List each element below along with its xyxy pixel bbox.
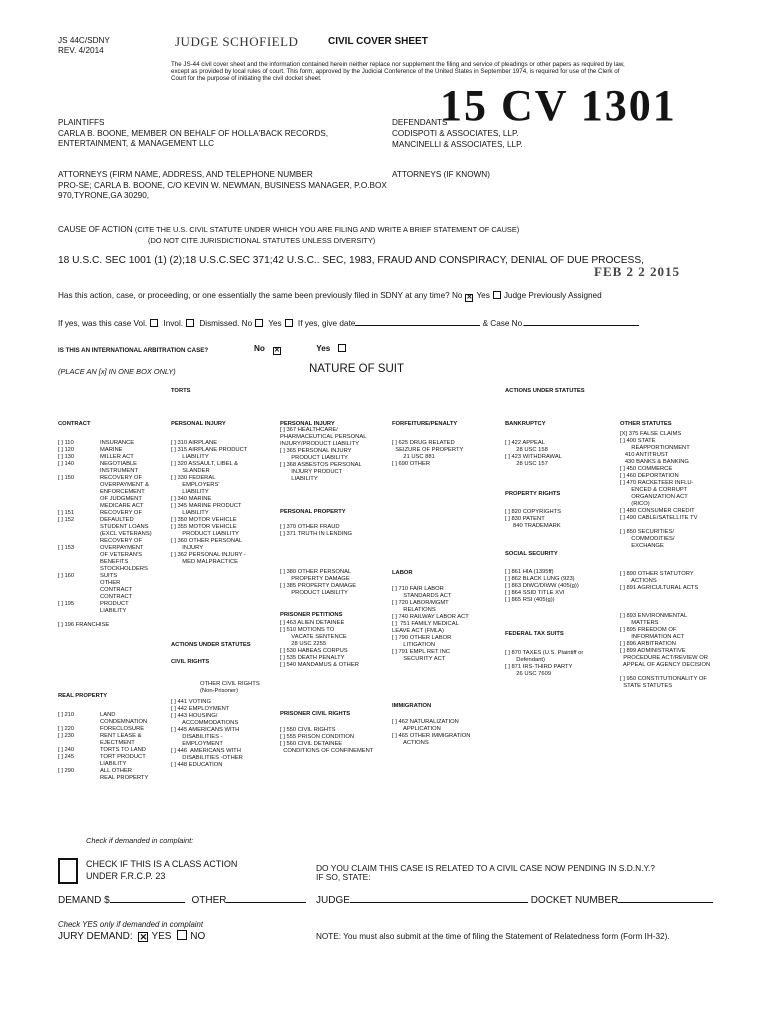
- docket-number-field[interactable]: [618, 902, 713, 903]
- jury-yes-checkbox[interactable]: ✕: [139, 932, 148, 942]
- judge-stamp: JUDGE SCHOFIELD: [175, 34, 299, 49]
- arbitration-no-label: No: [254, 344, 265, 353]
- prev-no-checkbox[interactable]: ✕: [466, 294, 473, 301]
- dismissed-yes-label: Yes: [268, 319, 282, 328]
- case-number-stamp: 15 CV 1301: [440, 81, 677, 130]
- jury-yes-label: YES: [151, 931, 172, 942]
- dismissed-label: Dismissed.: [199, 319, 240, 328]
- if-yes-date-label: If yes, give date: [297, 319, 356, 328]
- prev-no-label: No: [451, 291, 463, 300]
- other-statutes-heading: OTHER STATUTES: [620, 421, 672, 427]
- nature-of-suit-heading: NATURE OF SUIT: [309, 363, 404, 375]
- related-case-state: IF SO, STATE:: [316, 872, 371, 882]
- personal-injury-list: [ ] 310 AIRPLANE [ ] 315 AIRPLANE PRODUCT LIABILITY [ ] 320 ASSAULT, LIBEL & SLANDER [ ] 330 FEDERAL EMPLOYERS' LIABILITY [ ] 340 MARINE [ ] 345 MARINE PRODUCT LIABILITY [ ] 350 MOTOR VEHICLE [ ] 355 MOTOR VEHICLE PRODUCT LIABILITY [ ] 360 OTHER PERSONAL INJURY [ ] 362 PERSONAL INJURY - MED MALPRACTICE: [171, 440, 248, 565]
- judge-previously-assigned-label: Judge Previously Assigned: [503, 291, 602, 300]
- vol-label: Vol.: [133, 319, 148, 328]
- check-yes-note: Check YES only if demanded in complaint: [58, 920, 204, 929]
- dismissed-no-label: No: [241, 319, 253, 328]
- jury-no-label: NO: [190, 931, 206, 942]
- cause-instruction: (CITE THE U.S. CIVIL STATUTE UNDER WHICH YOU ARE FILING AND WRITE A BRIEF STATEMENT OF CAUSE): [134, 225, 520, 234]
- labor-list: [ ] 710 FAIR LABOR STANDARDS ACT [ ] 720 LABOR/MGMT RELATIONS [ ] 740 RAILWAY LABOR ACT [ ] 751 FAMILY MEDICAL LEAVE ACT (FMLA) [ ] 790 OTHER LABOR LITIGATION [ ] 791 EMPL RET INC SECURITY ACT: [392, 586, 469, 662]
- property-rights-list: [ ] 820 COPYRIGHTS [ ] 830 PATENT 840 TRADEMARK: [505, 509, 562, 529]
- arbitration-question: IS THIS AN INTERNATIONAL ARBITRATION CASE?: [58, 347, 209, 354]
- real-property-names: LAND CONDEMNATION FORECLOSURE RENT LEASE & EJECTMENT TORTS TO LAND TORT PRODUCT LIABILITY ALL OTHER REAL PROPERTY: [100, 712, 149, 781]
- vol-checkbox[interactable]: [150, 319, 158, 327]
- form-id: JS 44C/SDNY: [58, 36, 110, 45]
- attorneys-value: PRO-SE; CARLA B. BOONE, C/O KEVIN W. NEWMAN, BUSINESS MANAGER, P.O.BOX 970,TYRONE,GA 30290,: [58, 181, 387, 200]
- demand-amount-field[interactable]: [110, 902, 185, 903]
- personal-injury-heading-2: PERSONAL INJURY: [280, 421, 335, 427]
- date-field[interactable]: [355, 325, 480, 326]
- judge-label: JUDGE: [316, 895, 350, 906]
- bankruptcy-list: [ ] 422 APPEAL 28 USC 158 [ ] 423 WITHDRAWAL 28 USC 157: [505, 440, 562, 467]
- plaintiffs-value: CARLA B. BOONE, MEMBER ON BEHALF OF HOLLA'BACK RECORDS, ENTERTAINMENT, & MANAGEMENT LLC: [58, 129, 328, 148]
- prisoner-petitions-heading: PRISONER PETITIONS: [280, 612, 343, 618]
- real-property-heading: REAL PROPERTY: [58, 693, 108, 699]
- personal-injury-heading: PERSONAL INJURY: [171, 421, 226, 427]
- prev-yes-checkbox[interactable]: [493, 291, 501, 299]
- personal-injury-list-2: [ ] 367 HEALTHCARE/ PHARMACEUTICAL PERSONAL INJURY/PRODUCT LIABILITY [ ] 365 PERSONAL INJURY PRODUCT LIABILITY [ ] 368 ASBESTOS PERSONAL INJURY PRODUCT LIABILITY: [280, 427, 367, 482]
- cause-statement: 18 U.S.C. SEC 1001 (1) (2);18 U.S.C.SEC 371;42 U.S.C.. SEC, 1983, FRAUD AND CONSPIRACY, DENIAL OF DUE PROCESS,: [58, 255, 644, 266]
- forfeiture-list: [ ] 625 DRUG RELATED SEIZURE OF PROPERTY 21 USC 881 [ ] 690 OTHER: [392, 440, 464, 467]
- actions-under-statutes-heading: ACTIONS UNDER STATUTES: [505, 388, 585, 394]
- other-statutes-list: [X] 375 FALSE CLAIMS [ ] 400 STATE REAPPORTIONMENT 410 ANTITRUST 430 BANKS & BANKING [ ] 450 COMMERCE [ ] 460 DEPORTATION [ ] 470 RACKETEER INFLU- ENCED & CORRUPT ORGANIZATION ACT (RICO) [ ] 480 CONSUMER CREDIT [ ] 490 CABLE/SATELLITE TV [ ] 850 SECURITIES/ COMMODITIES/ EXCHANGE [ ] 890 OTHER STATUTORY ACTIONS [ ] 891 AGRICULTURAL ACTS [ ] 893 ENVIRONMENTAL MATTERS [ ] 895 FREEDOM OF INFORMATION ACT [ ] 896 ARBITRATION [ ] 899 ADMINISTRATIVE PROCEDURE ACT/REVIEW OR APPEAL OF AGENCY DECISION [ ] 950 CONSTITUTIONALITY OF STATE STATUTES: [620, 431, 711, 689]
- invol-checkbox[interactable]: [186, 319, 194, 327]
- prev-yes-label: Yes: [476, 291, 490, 300]
- demand-label: DEMAND $: [58, 895, 110, 906]
- property-rights-heading: PROPERTY RIGHTS: [505, 491, 561, 497]
- cause-label: CAUSE OF ACTION: [58, 225, 133, 234]
- judge-field[interactable]: [350, 902, 528, 903]
- contract-heading: CONTRACT: [58, 421, 91, 427]
- immigration-heading: IMMIGRATION: [392, 703, 432, 709]
- labor-heading: LABOR: [392, 570, 413, 576]
- personal-property-list: [ ] 370 OTHER FRAUD [ ] 371 TRUTH IN LENDING: [280, 524, 353, 537]
- contract-names: INSURANCE MARINE MILLER ACT NEGOTIABLE INSTRUMENT RECOVERY OF OVERPAYMENT & ENFORCEMENT OF JUDGMENT MEDICARE ACT RECOVERY OF DEFAULTED STUDENT LOANS (EXCL VETERANS) RECOVERY OF OVERPAYMENT OF VETERAN'S BENEFITS STOCKHOLDERS SUITS OTHER CONTRACT CONTRACT PRODUCT LIABILITY: [100, 440, 152, 614]
- actions-under-statutes-heading-2: ACTIONS UNDER STATUTES: [171, 642, 251, 648]
- federal-tax-heading: FEDERAL TAX SUITS: [505, 631, 564, 637]
- jury-no-checkbox[interactable]: [177, 930, 187, 940]
- class-action-rule: UNDER F.R.C.P. 23: [86, 871, 166, 881]
- plaintiffs-label: PLAINTIFFS: [58, 118, 105, 127]
- other-label: OTHER: [191, 895, 227, 906]
- previously-filed-question: Has this action, case, or proceeding, or one essentially the same been previously filed in SDNY at any time?: [58, 291, 450, 300]
- personal-property-heading: PERSONAL PROPERTY: [280, 509, 346, 515]
- personal-property-list-2: [ ] 380 OTHER PERSONAL PROPERTY DAMAGE [ ] 385 PROPERTY DAMAGE PRODUCT LIABILITY: [280, 569, 357, 596]
- if-yes-label: If yes, was this case: [58, 319, 132, 328]
- jury-demand-label: JURY DEMAND:: [58, 931, 133, 942]
- attorneys-label: ATTORNEYS (FIRM NAME, ADDRESS, AND TELEPHONE NUMBER: [58, 170, 313, 179]
- federal-tax-list: [ ] 870 TAXES (U.S. Plaintiff or Defendant) [ ] 871 IRS-THIRD PARTY 26 USC 7609: [505, 650, 584, 677]
- social-security-heading: SOCIAL SECURITY: [505, 551, 558, 557]
- arbitration-yes-label: Yes: [316, 344, 331, 353]
- statement-of-relatedness-note: NOTE: You must also submit at the time of filing the Statement of Relatedness form (Form IH-32).: [316, 932, 670, 941]
- bankruptcy-heading: BANKRUPTCY: [505, 421, 546, 427]
- defendant-2: MANCINELLI & ASSOCIATES, LLP.: [392, 140, 523, 149]
- prisoner-petitions-list: [ ] 463 ALIEN DETAINEE [ ] 510 MOTIONS TO VACATE SENTENCE 28 USC 2255 [ ] 530 HABEAS CORPUS [ ] 535 DEATH PENALTY [ ] 540 MANDAMUS & OTHER: [280, 620, 359, 668]
- contract-codes: [ ] 110 [ ] 120 [ ] 130 [ ] 140 [ ] 150 [ ] 151 [ ] 152 [ ] 153 [ ] 160 [ ] 195 [ ] 196 FRANCHISE: [58, 440, 110, 628]
- cause-instruction-2: (DO NOT CITE JURISDICTIONAL STATUTES UNLESS DIVERSITY): [148, 236, 376, 245]
- dismissed-yes-checkbox[interactable]: [285, 319, 293, 327]
- arbitration-no-checkbox[interactable]: ✕: [273, 347, 280, 354]
- case-no-field[interactable]: [524, 325, 639, 326]
- other-civil-rights-label: OTHER CIVIL RIGHTS (Non-Prisoner): [200, 681, 260, 694]
- arbitration-yes-checkbox[interactable]: [338, 344, 346, 352]
- torts-heading: TORTS: [171, 388, 191, 394]
- related-case-question: DO YOU CLAIM THIS CASE IS RELATED TO A CIVIL CASE NOW PENDING IN S.D.N.Y.?: [316, 863, 655, 873]
- other-field[interactable]: [226, 902, 306, 903]
- check-demanded-note: Check if demanded in complaint:: [86, 836, 194, 845]
- class-action-checkbox[interactable]: [58, 858, 78, 884]
- civil-rights-list: [ ] 441 VOTING [ ] 442 EMPLOYMENT [ ] 443 HOUSING/ ACCOMMODATIONS [ ] 445 AMERICANS WITH DISABILITIES - EMPLOYMENT [ ] 446 AMERICANS WITH DISABILITIES -OTHER [ ] 448 EDUCATION: [171, 699, 243, 768]
- civil-rights-heading: CIVIL RIGHTS: [171, 659, 210, 665]
- form-revision: REV. 4/2014: [58, 46, 104, 55]
- docket-number-label: DOCKET NUMBER: [530, 895, 619, 906]
- social-security-list: [ ] 861 HIA (1395ff) [ ] 862 BLACK LUNG (923) [ ] 863 DIWC/DIWW (405(g)) [ ] 864 SSID TITLE XVI [ ] 865 RSI (405(g)): [505, 569, 579, 603]
- class-action-label: CHECK IF THIS IS A CLASS ACTION: [86, 859, 238, 869]
- intro-text: The JS-44 civil cover sheet and the information contained herein neither replace nor supplement the filing and service of pleadings or other papers as required by law, except as provided by local rules of court. This form, approved by the Judicial Conference of the United States in September 1974, is required for use of the Clerk of Court for the purpose of initiating the civil docket sheet.: [171, 61, 625, 83]
- prisoner-civil-rights-heading: PRISONER CIVIL RIGHTS: [280, 711, 351, 717]
- immigration-list: [ ] 462 NATURALIZATION APPLICATION [ ] 465 OTHER IMMIGRATION ACTIONS: [392, 719, 471, 746]
- dismissed-no-checkbox[interactable]: [255, 319, 263, 327]
- place-x-instruction: (PLACE AN [x] IN ONE BOX ONLY): [58, 367, 176, 376]
- form-title: CIVIL COVER SHEET: [328, 36, 428, 47]
- defendants-label: DEFENDANTS: [392, 118, 448, 127]
- case-no-label: & Case No.: [482, 319, 525, 328]
- invol-label: Invol.: [163, 319, 184, 328]
- prisoner-civil-rights-list: [ ] 550 CIVIL RIGHTS [ ] 555 PRISON CONDITION [ ] 560 CIVIL DETAINEE CONDITIONS OF CONFINEMENT: [280, 727, 374, 754]
- defendant-1: CODISPOTI & ASSOCIATES, LLP.: [392, 129, 519, 138]
- real-property-codes: [ ] 210 [ ] 220 [ ] 230 [ ] 240 [ ] 245 [ ] 290: [58, 712, 75, 774]
- date-stamp: FEB 2 2 2015: [594, 264, 681, 279]
- defendant-attorneys-label: ATTORNEYS (IF KNOWN): [392, 170, 490, 179]
- forfeiture-heading: FORFEITURE/PENALTY: [392, 421, 458, 427]
